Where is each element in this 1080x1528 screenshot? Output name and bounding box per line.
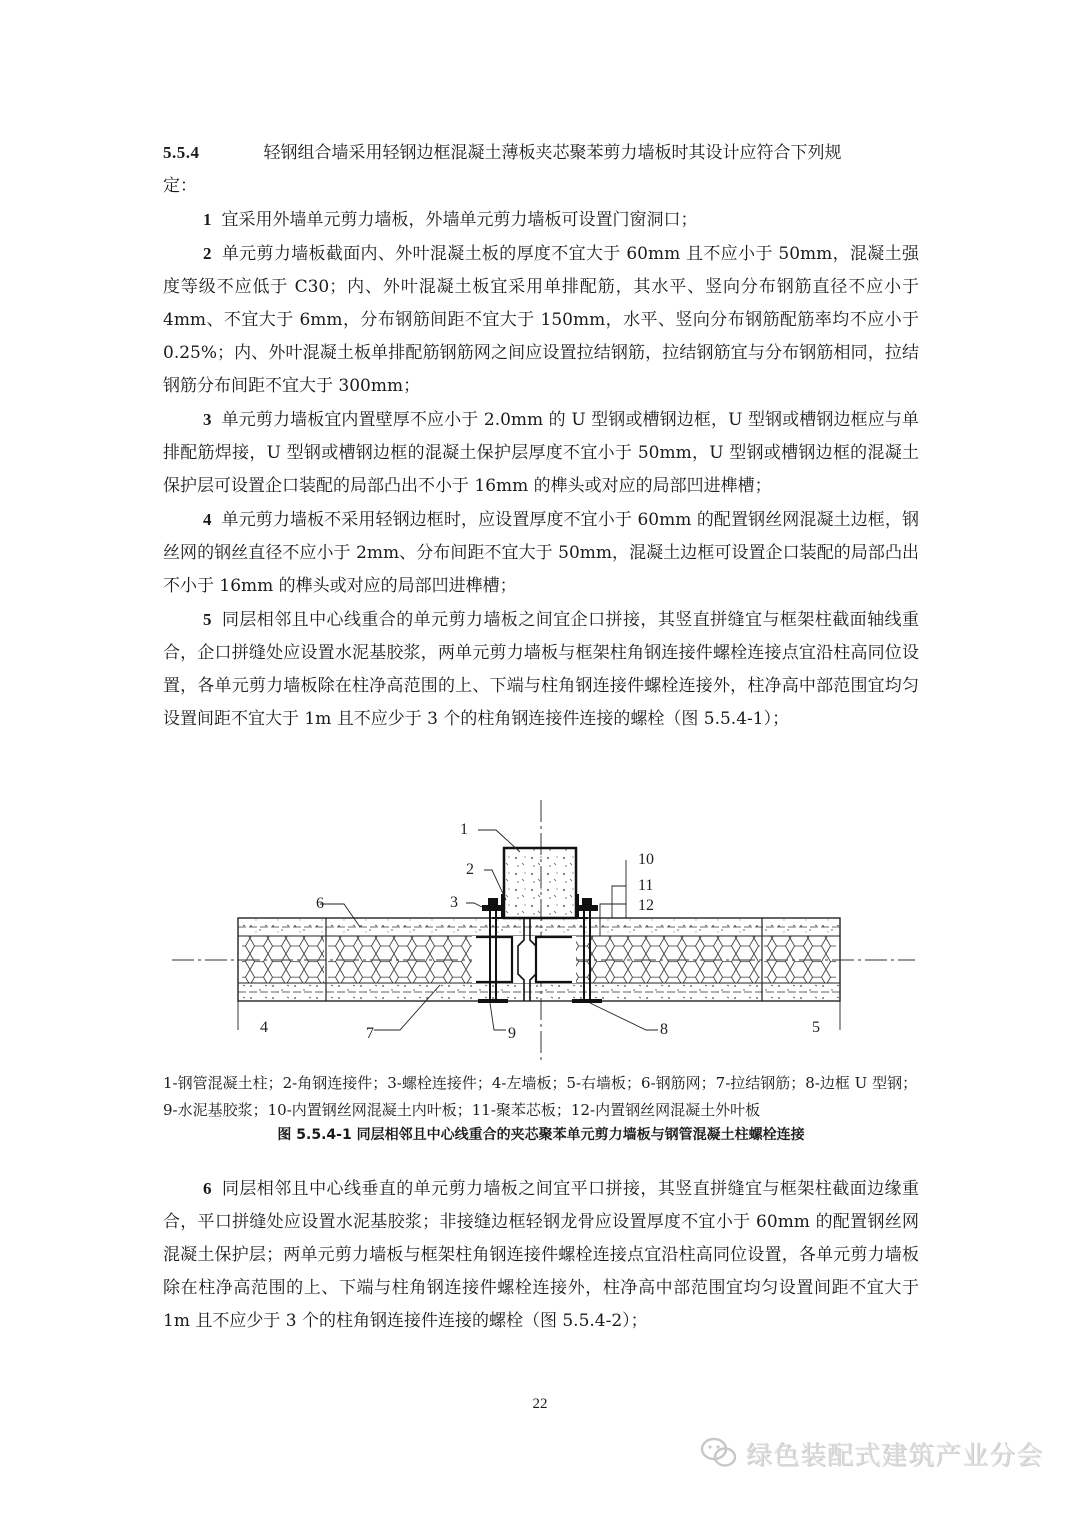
callout-7: 7 [366, 1025, 374, 1042]
item-1 [163, 203, 919, 237]
item-6-block [163, 1172, 919, 1338]
item-number: 4 [203, 510, 212, 529]
page-number: 22 [532, 1396, 548, 1412]
eps-core-right-2 [764, 936, 836, 983]
item-4 [163, 503, 919, 603]
callout-3: 3 [450, 894, 458, 911]
callout-4: 4 [260, 1019, 268, 1036]
clause-text-cont: 定： [163, 176, 197, 196]
item-6 [163, 1172, 919, 1338]
item-text: 单元剪力墙板不采用轻钢边框时，应设置厚度不宜小于 60mm 的配置钢丝网混凝土边框，钢丝网的钢丝直径不应小于 2mm、分布间距不宜大于 50mm，混凝土边框可设置企口装配的局部凸出不小于 16mm 的榫头或对应的局部凹进榫槽； [163, 510, 919, 596]
item-number: 3 [203, 410, 212, 429]
item-text: 宜采用外墙单元剪力墙板，外墙单元剪力墙板可设置门窗洞口； [221, 210, 698, 230]
callout-6: 6 [316, 895, 324, 912]
steel-tube-concrete-column [504, 848, 576, 918]
clause-heading [163, 136, 919, 203]
item-text: 同层相邻且中心线重合的单元剪力墙板之间宜企口拼接，其竖直拼缝宜与框架柱截面轴线重合，企口拼缝处应设置水泥基胶浆，两单元剪力墙板与框架柱角钢连接件螺栓连接点宜沿柱高同位设置，各单元剪力墙板除在柱净高范围的上、下端与柱角钢连接件螺栓连接外，柱净高中部范围宜均匀设置间距不宜大于 1m 且不应少于 3 个的柱角钢连接件连接的螺栓（图 5.5.4-1）； [163, 610, 919, 729]
clause-body [163, 136, 919, 736]
item-text: 同层相邻且中心线垂直的单元剪力墙板之间宜平口拼接，其竖直拼缝宜与框架柱截面边缘重合，平口拼缝处应设置水泥基胶浆；非接缝边框轻钢龙骨应设置厚度不宜小于 60mm 的配置钢丝网混凝土保护层；两单元剪力墙板与框架柱角钢连接件螺栓连接点宜沿柱高同位设置，各单元剪力墙板除在柱净高范围的上、下端与柱角钢连接件螺栓连接外，柱净高中部范围宜均匀设置间距不宜大于 1m 且不应少于 3 个的柱角钢连接件连接的螺栓（图 5.5.4-2）； [163, 1179, 919, 1331]
figure-legend: 1-钢管混凝土柱；2-角钢连接件；3-螺栓连接件；4-左墙板；5-右墙板；6-钢筋网；7-拉结钢筋；8-边框 U 型钢；9-水泥基胶浆；10-内置钢丝网混凝土内叶板；11-聚苯芯板；12-内置钢丝网混凝土外叶板 [163, 1074, 918, 1119]
wechat-icon [700, 1437, 738, 1469]
source-watermark [700, 1433, 1043, 1473]
callout-11: 11 [638, 877, 654, 894]
item-number: 5 [203, 610, 212, 629]
callout-9: 9 [508, 1025, 516, 1042]
callout-5: 5 [812, 1019, 820, 1036]
item-number: 1 [203, 210, 212, 229]
clause-text: 轻钢组合墙采用轻钢边框混凝土薄板夹芯聚苯剪力墙板时其设计应符合下列规 [263, 143, 842, 163]
callout-2: 2 [466, 861, 474, 878]
watermark-text: 绿色装配式建筑产业分会 [746, 1440, 1044, 1471]
callout-8: 8 [660, 1021, 668, 1038]
item-number: 6 [203, 1179, 212, 1198]
eps-core-right-1 [576, 936, 760, 983]
item-text: 单元剪力墙板宜内置壁厚不应小于 2.0mm 的 U 型钢或槽钢边框，U 型钢或槽钢边框应与单排配筋焊接，U 型钢或槽钢边框的混凝土保护层厚度不宜小于 50mm，U 型钢或槽钢边框的混凝土保护层可设置企口装配的局部凸出不小于 16mm 的榫头或对应的局部凹进榫槽； [163, 410, 919, 496]
callout-1: 1 [460, 821, 468, 838]
callout-12: 12 [638, 897, 654, 914]
figure-title: 图 5.5.4-1 同层相邻且中心线重合的夹芯聚苯单元剪力墙板与钢管混凝土柱螺栓连接 [277, 1127, 805, 1143]
item-5 [163, 603, 919, 736]
item-number: 2 [203, 244, 212, 263]
wall-panel-connection-figure [160, 790, 920, 1065]
callout-10: 10 [638, 851, 654, 868]
clause-number: 5.5.4 [163, 143, 200, 162]
item-3 [163, 403, 919, 503]
item-text: 单元剪力墙板截面内、外叶混凝土板的厚度不宜大于 60mm 且不应小于 50mm，混凝土强度等级不应低于 C30；内、外叶混凝土板宜采用单排配筋，其水平、竖向分布钢筋直径不应小于 4mm、不宜大于 6mm，分布钢筋间距不宜大于 150mm，水平、竖向分布钢筋配筋率均不应小于 0.25%；内、外叶混凝土板单排配筋钢筋网之间应设置拉结钢筋，拉结钢筋宜与分布钢筋相同，拉结钢筋分布间距不宜大于 300mm； [163, 244, 919, 396]
item-2 [163, 237, 919, 403]
eps-core-left-1 [242, 936, 324, 983]
eps-core-left-2 [328, 936, 472, 983]
joint-zone [472, 936, 576, 983]
